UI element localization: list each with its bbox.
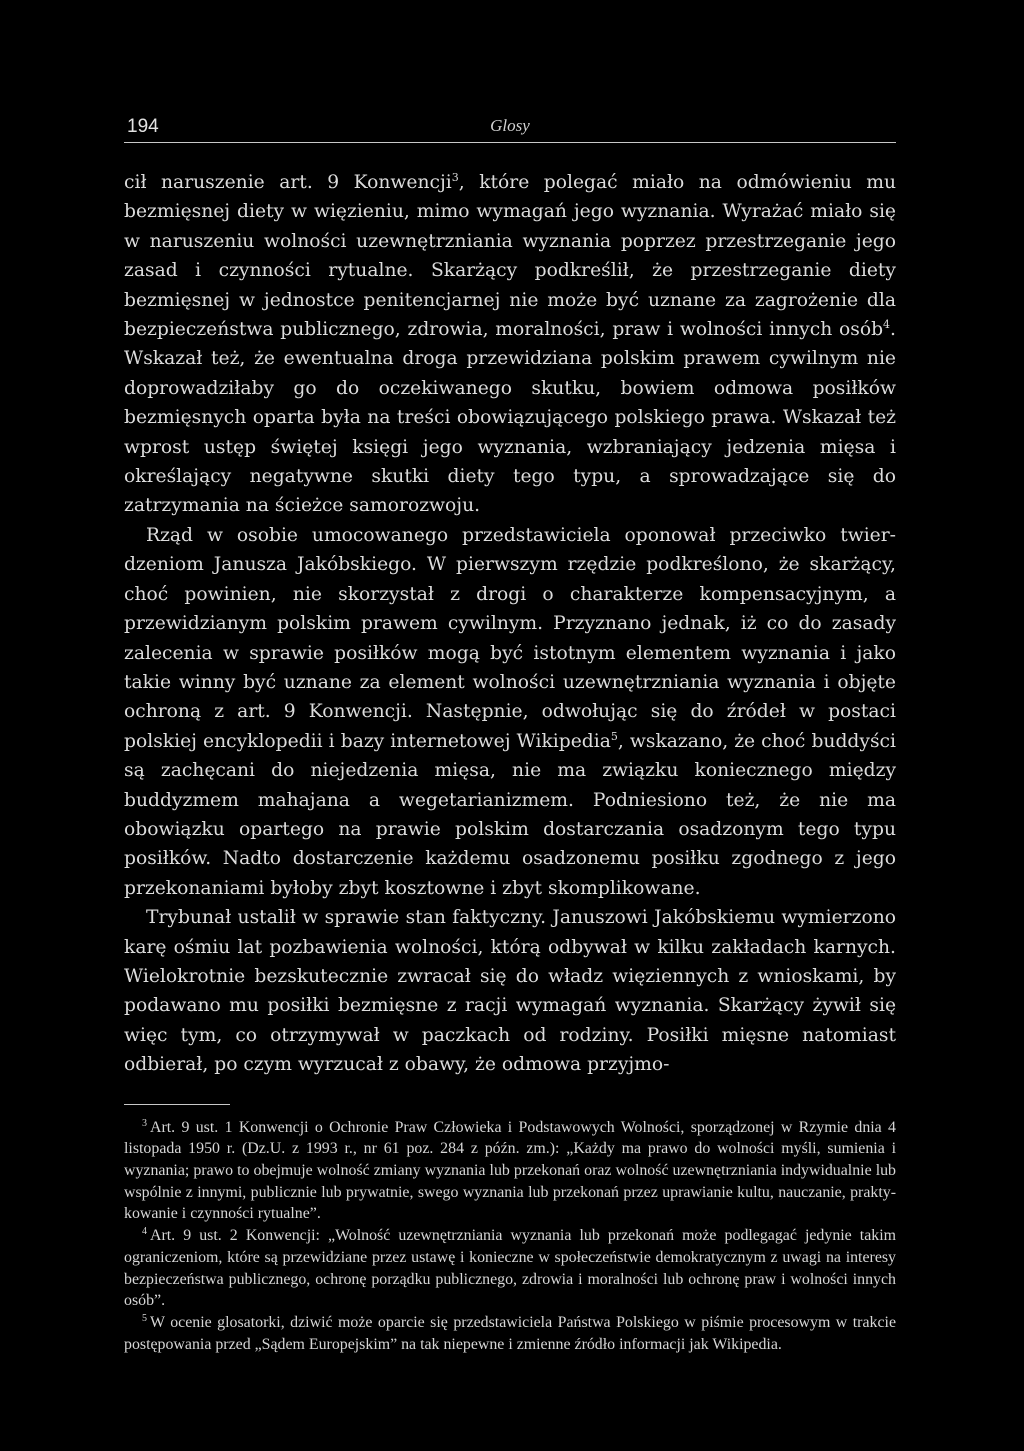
footnote-ref-3[interactable]: 3 (451, 171, 459, 184)
footnote-text: W ocenie glosatorki, dziwić może oparcie się przedstawiciela Państwa Polskiego w piśmie procesowym w trakcie postępowania przed „Sądem Europejskim” na tak niepewne i zmienne źródło informacji jak Wikipedia. (124, 1313, 896, 1353)
footnotes (124, 1117, 896, 1356)
paragraph-3 (124, 903, 896, 1079)
paragraph-1-text-a: cił naruszenie art. 9 Konwencji (124, 172, 452, 193)
paragraph-2-text-b: , wskazano, że choć buddyści są zachęcani do niejedzenia mięsa, nie ma związku koniecznego między buddyzmem mahajana a wegetarianizmem. Podniesiono też, że nie ma obowiązku opartego na prawie polskim dostarczania osadzonym tego typu posiłków. Nadto dostarczenie każdemu osadzonemu posiłku zgodnego z jego przekonaniami byłoby zbyt kosztowne i zbyt skomplikowane. (124, 730, 896, 899)
paragraph-2 (124, 521, 896, 903)
page-number: 194 (127, 116, 159, 137)
footnote-separator (124, 1104, 230, 1105)
paragraph-1-text-b: , które polegać miało na odmówieniu mu bezmięsnej diety w więzieniu, mimo wymagań jego wyznania. Wyrażać miało się w naruszeniu wolności uzewnętrzniania wyznania poprzez przestrzeganie jego zasad i czynności rytualne. Skarżący podkreślił, że przestrzeganie diety bezmięsnej w jednostce penitencjarnej nie może być uznane za zagrożenie dla bezpieczeństwa publicznego, zdrowia, moralności, praw i wolności innych osób (124, 172, 896, 341)
footnote-mark: 5 (142, 1312, 147, 1324)
paragraph-3-text: Trybunał ustalił w sprawie stan faktyczny. Januszowi Jakóbskiemu wymierzono karę ośmiu lat pozbawienia wolności, którą odbywał w kilku zakładach karnych. Wielokrotnie bezskutecznie zwracał się do władz więziennych z wnioskami, by podawano mu posiłki bezmięsne z racji wymagań wyznania. Skarżący żywił się więc tym, co otrzymywał w paczkach od rodziny. Posiłki mięsne natomiast odbierał, po czym wyrzucał z obawy, że odmowa przyjmo- (124, 907, 896, 1076)
paragraph-1 (124, 168, 896, 521)
body-text (124, 168, 896, 1080)
footnote-text: Art. 9 ust. 1 Konwencji o Ochronie Praw Człowieka i Podstawowych Wolności, sporządzonej w Rzymie dnia 4 listopada 1950 r. (Dz.U. z 1993 r., nr 61 poz. 284 z późn. zm.): „Każdy ma prawo do wolności myśli, sumienia i wyznania; prawo to obejmuje wolność zmiany wyznania lub przekonań oraz wolność uzewnętrzniania indywidualnie lub wspólnie z innymi, publicznie lub prywatnie, swego wyznania lub przekonań przez uprawianie kultu, nauczanie, praktykowanie i czynności rytualne”. (124, 1118, 896, 1223)
running-title: Glosy (490, 116, 530, 135)
footnote-mark: 3 (142, 1117, 147, 1129)
footnote-ref-4[interactable]: 4 (883, 318, 891, 332)
footnote-3 (124, 1117, 896, 1226)
footnote-text: Art. 9 ust. 2 Konwencji: „Wolność uzewnętrzniania wyznania lub przekonań może podlegagać jedynie takim ograniczeniom, które są przewidziane przez ustawę i konieczne w społeczeństwie demokratycznym z uwagi na interesy bezpieczeństwa publicznego, ochronę porządku publicznego, zdrowia i moralności lub ochronę praw i wolności innych osób”. (124, 1227, 896, 1310)
paragraph-2-text-a: Rząd w osobie umocowanego przedstawiciela oponował przeciwko twierdzeniom Janusza Jakóbskiego. W pierwszym rzędzie podkreślono, że skarżący, choć powinien, nie skorzystał z drogi o charakterze kompensacyjnym, a przewidzianym polskim prawem cywilnym. Przyznano jednak, iż co do zasady zalecenia w sprawie posiłków mogą być istotnym elementem wyznania i jako takie winny być uznane za element wolności uzewnętrzniania wyznania i objęte ochroną z art. 9 Konwencji. Następnie, odwołując się do źródeł w postaci polskiej encyklopedii i bazy internetowej Wikipedia (124, 524, 896, 752)
footnote-ref-5[interactable]: 5 (610, 729, 618, 743)
footnote-mark: 4 (142, 1226, 147, 1238)
document-page (124, 112, 896, 1355)
footnote-4 (124, 1225, 896, 1312)
footnote-5 (124, 1312, 896, 1355)
paragraph-1-text-c: . Wskazał też, że ewentualna droga przewidziana polskim prawem cywilnym nie doprowadziłaby go do oczekiwanego skutku, bowiem odmowa posiłków bezmięsnych oparta była na treści obowiązującego polskiego prawa. Wskazał też wprost ustęp świętej księgi jego wyznania, wzbraniający jedzenia mięsa i określający negatywne skutki diety tego typu, a sprowadzające się do zatrzymania na ścieżce samorozwoju. (124, 319, 896, 517)
page-header (124, 112, 896, 143)
